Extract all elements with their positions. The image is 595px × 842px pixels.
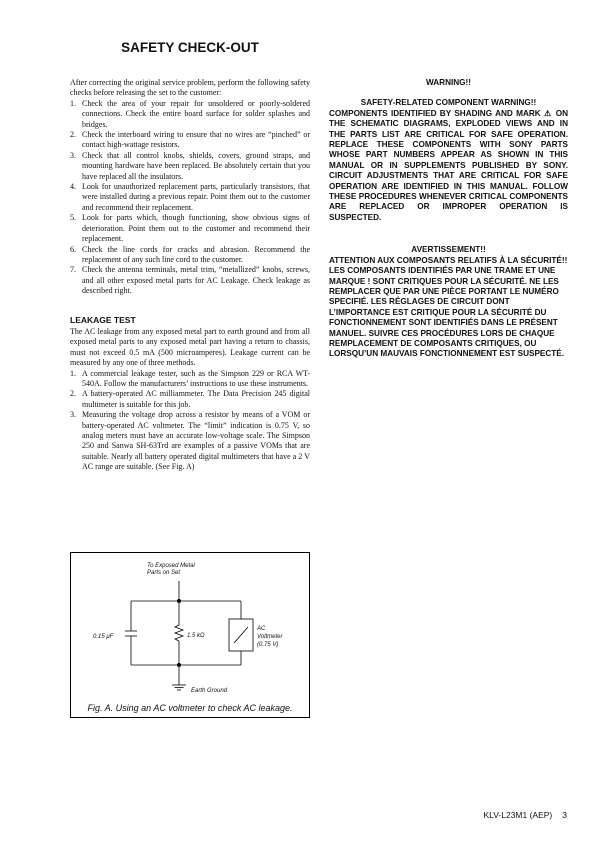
leakage-test-heading: LEAKAGE TEST xyxy=(70,314,136,325)
figure-a-box xyxy=(70,552,310,718)
earth-ground-label: Earth Ground xyxy=(191,688,228,694)
voltmeter-label-name: Voltmeter xyxy=(257,634,283,640)
list-item-text: Check the interboard wiring to ensure that no wires are “pinched” or contact high-wattage resistors. xyxy=(82,130,310,150)
list-item-text: Look for unauthorized replacement parts, particularly transistors, that were installed during a previous repair. Point them out to the customer and recommend their replacement. xyxy=(82,182,310,212)
label-exposed-metal: To Exposed Metal xyxy=(147,563,195,569)
warning-body: COMPONENTS IDENTIFIED BY SHADING AND MARK ⚠ ON THE SCHEMATIC DIAGRAMS, EXPLODED VIEWS AND IN THE PARTS LIST ARE CRITICAL FOR SAFE OPERATION. REPLACE THESE COMPONENTS WITH SONY PARTS WHOSE PART NUMBERS APPEAR AS SHOWN IN THIS MANUAL OR IN SUPPLEMENTS PUBLISHED BY SONY. CIRCUIT ADJUSTMENTS THAT ARE CRITICAL FOR SAFE OPERATION ARE IDENTIFIED IN THIS MANUAL. FOLLOW THESE PROCEDURES WHENEVER CRITICAL COMPONENTS ARE REPLACED OR IMPROPER OPERATION IS SUSPECTED. xyxy=(329,108,568,222)
list-item-text: Look for parts which, though functioning, show obvious signs of deterioration. Point them out to the customer and recommend their replacement. xyxy=(82,213,310,244)
page-title: SAFETY CHECK-OUT xyxy=(121,40,259,55)
leakage-method-list xyxy=(70,369,310,473)
list-item-number: 1. xyxy=(70,368,76,378)
list-item-number: 1. xyxy=(70,98,76,108)
warning-title: WARNING!! xyxy=(425,78,472,87)
list-item xyxy=(70,410,310,472)
leakage-circuit-diagram xyxy=(71,553,311,719)
avertissement-subtitle: ATTENTION AUX COMPOSANTS RELATIFS À LA SÉCURITÉ!! xyxy=(329,255,568,265)
list-item xyxy=(70,369,310,390)
list-item xyxy=(70,265,310,296)
warning-subtitle: SAFETY-RELATED COMPONENT WARNING!! xyxy=(360,98,537,108)
list-item-number: 3. xyxy=(70,150,76,160)
footer-model: KLV-L23M1 (AEP) xyxy=(483,810,553,820)
voltmeter-needle xyxy=(234,627,248,643)
list-item-text: Check the area of your repair for unsoldered or poorly-soldered connections. Check the entire board surface for solder splashes and bridges. xyxy=(82,98,310,129)
voltmeter-label-ac: AC xyxy=(257,626,266,632)
list-item-text: A battery-operated AC milliammeter. The Data Precision 245 digital multimeter is suitable for this job. xyxy=(82,389,310,409)
list-item-text: Check the antenna terminals, metal trim, “metallized” knobs, screws, and all other exposed metal parts for AC Leakage. Check leakage as described right. xyxy=(82,265,310,296)
list-item-number: 4. xyxy=(70,182,76,192)
resistor-zigzag xyxy=(175,625,183,641)
safety-check-list xyxy=(70,99,310,297)
list-item xyxy=(70,151,310,182)
leakage-intro-text: The AC leakage from any exposed metal part to earth ground and from all exposed metal parts to any exposed metal part having a return to chassis, must not exceed 0.5 mA (500 microamperes). Leakage current can be measured by any one of three methods. xyxy=(70,326,310,368)
list-item xyxy=(70,245,310,266)
avertissement-title: AVERTISSEMENT!! xyxy=(411,245,486,255)
list-item xyxy=(70,389,310,410)
list-item-number: 6. xyxy=(70,244,76,254)
footer-page-number: 3 xyxy=(562,810,567,820)
list-item-text: A commercial leakage tester, such as the Simpson 229 or RCA WT-540A. Follow the manufacturers’ instructions to use these instruments. xyxy=(82,368,310,388)
list-item xyxy=(70,99,310,130)
list-item-number: 2. xyxy=(70,389,76,399)
list-item-number: 5. xyxy=(70,213,76,223)
avertissement-body: LES COMPOSANTS IDENTIFIÉS PAR UNE TRAME ET UNE MARQUE ! SONT CRITIQUES POUR LA SÉCURITÉ. NE LES REMPLACER QUE PAR UNE PIÈCE PORTANT LE NUMÉRO SPECIFIÉ. LES RÉGLAGES DE CIRCUIT DONT L’IMPORTANCE EST CRITIQUE POUR LA SÉCURITÉ DU FONCTIONNEMENT SONT IDENTIFIÉS DANS LE PRÉSENT MANUEL. SUIVRE CES PROCÉDURES LORS DE CHAQUE REMPLACEMENT DE COMPOSANTS CRITIQUES, OU LORSQU’UN MAUVAIS FONCTIONNEMENT EST SUSPECTÉ. xyxy=(329,266,565,359)
page-footer xyxy=(473,810,567,820)
list-item xyxy=(70,130,310,151)
list-item-text: Check the line cords for cracks and abrasion. Recommend the replacement of any such line cord to the customer. xyxy=(82,244,310,264)
capacitor-value-label: 0.15 μF xyxy=(93,634,114,640)
right-column xyxy=(329,78,568,360)
list-item-number: 3. xyxy=(70,410,76,420)
label-parts-on-set: Parts on Set xyxy=(147,570,181,576)
resistor-value-label: 1.5 kΩ xyxy=(187,633,205,639)
list-item xyxy=(70,182,310,213)
list-item-number: 2. xyxy=(70,130,76,140)
list-item-number: 7. xyxy=(70,265,76,275)
voltmeter-label-value: (0.75 V) xyxy=(257,642,279,648)
list-item-text: Check that all control knobs, shields, covers, ground straps, and mounting hardware have been replaced. Be absolutely certain that you have replaced all the insulators. xyxy=(82,150,310,181)
left-column xyxy=(70,78,310,473)
list-item xyxy=(70,213,310,244)
figure-caption: Fig. A. Using an AC voltmeter to check AC leakage. xyxy=(87,703,293,713)
list-item-text: Measuring the voltage drop across a resistor by means of a VOM or battery-operated AC voltmeter. The “limit” indication is 0.75 V, so analog meters must have an accurate low-voltage scale. The Simpson 250 and Sanwa SH-63Trd are examples of a passive VOMs that are suitable. Nearly all battery operated digital multimeters that have a 2 V AC range are suitable. (See Fig. A) xyxy=(82,410,310,472)
intro-text: After correcting the original service problem, perform the following safety checks before releasing the set to the customer: xyxy=(70,78,310,98)
